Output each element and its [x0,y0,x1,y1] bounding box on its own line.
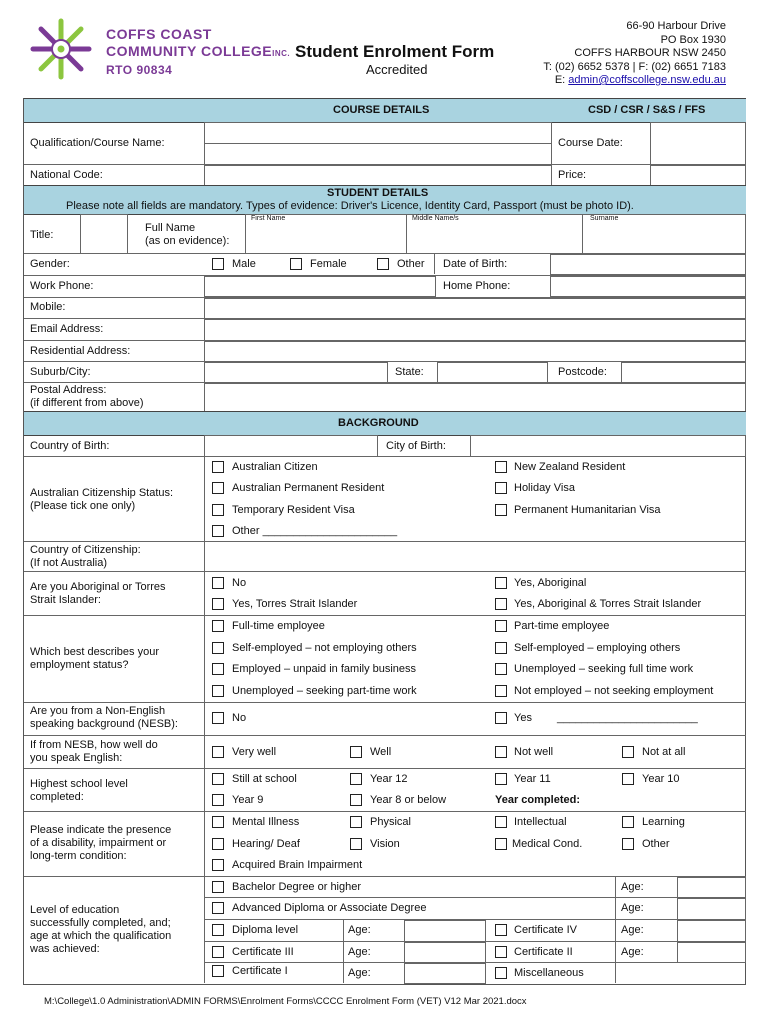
country-citizenship-label-2: (If not Australia) [30,557,108,569]
disability-other-label: Other [642,838,670,850]
postcode-label: Postcode: [558,366,607,378]
dob-field[interactable] [550,254,746,275]
nesb-label-2: speaking background (NESB): [30,718,178,730]
title-label: Title: [30,229,54,241]
diploma-checkbox[interactable] [212,924,224,936]
australian-citizen-checkbox[interactable] [212,461,224,473]
aboriginal-torres-label: Yes, Aboriginal & Torres Strait Islander [514,598,702,610]
certificate-iv-age-field[interactable] [677,920,746,942]
divider [434,254,435,274]
gender-label: Gender: [30,258,70,270]
postal-address-label-2: (if different from above) [30,397,144,409]
form-subtitle: Accredited [366,62,428,77]
course-codes: CSD / CSR / S&S / FFS [588,104,706,116]
residential-address-label: Residential Address: [30,345,131,357]
divider [343,919,344,983]
suburb-field[interactable] [204,362,388,383]
not-employed-label: Not employed – not seeking employment [514,685,714,697]
full-name-label-1: Full Name [145,222,196,234]
nz-resident-checkbox[interactable] [495,461,507,473]
school-label-1: Highest school level [30,778,128,790]
employment-label-2: employment status? [30,659,129,671]
vision-checkbox[interactable] [350,838,362,850]
full-time-label: Full-time employee [232,620,325,632]
vision-label: Vision [370,838,400,850]
still-at-school-label: Still at school [232,773,297,785]
diploma-age-field[interactable] [404,920,486,942]
english-well-checkbox[interactable] [350,746,362,758]
student-details-heading: STUDENT DETAILS [327,187,429,199]
form-title: Student Enrolment Form [295,42,495,61]
aboriginal-label-2: Strait Islander: [30,594,101,606]
self-employed-employing-checkbox[interactable] [495,642,507,654]
permanent-resident-label: Australian Permanent Resident [232,482,385,494]
course-date-field[interactable] [650,122,746,165]
certificate-i-label: Certificate I [232,965,288,977]
disability-label-3: long-term condition: [30,850,127,862]
education-label-1: Level of education [30,904,120,916]
rto-number: RTO 90834 [106,63,173,77]
certificate-i-age-label: Age: [348,967,371,979]
school-label-2: completed: [30,791,84,803]
miscellaneous-label: Miscellaneous [514,967,584,979]
medical-condition-checkbox[interactable] [495,838,507,850]
country-citizenship-field[interactable] [205,542,745,570]
country-birth-field[interactable] [204,435,378,457]
first-name-caption: First Name [251,215,286,222]
divider [205,897,746,898]
price-label: Price: [558,169,587,181]
aboriginal-label-1: Are you Aboriginal or Torres [30,581,166,593]
education-label-2: successfully completed, and; [30,917,171,929]
temporary-visa-checkbox[interactable] [212,504,224,516]
nesb-no-checkbox[interactable] [212,712,224,724]
unemployed-part-checkbox[interactable] [212,685,224,697]
certificate-iii-label: Certificate III [232,946,294,958]
brain-impairment-checkbox[interactable] [212,859,224,871]
address-line-1: 66-90 Harbour Drive [626,20,726,32]
year-9-label: Year 9 [232,794,264,806]
year-12-checkbox[interactable] [350,773,362,785]
bachelor-checkbox[interactable] [212,881,224,893]
brain-impairment-label: Acquired Brain Impairment [232,859,363,871]
email-link[interactable]: admin@coffscollege.nsw.edu.au [568,74,726,86]
learning-checkbox[interactable] [622,816,634,828]
unemployed-part-label: Unemployed – seeking part-time work [232,685,417,697]
diploma-age-label: Age: [348,924,371,936]
gender-male-checkbox[interactable] [212,258,224,270]
diploma-label: Diploma level [232,924,299,936]
certificate-ii-age-field[interactable] [677,942,746,963]
citizenship-label-2: (Please tick one only) [30,500,136,512]
postal-address-field[interactable] [204,383,746,412]
certificate-ii-label: Certificate II [514,946,573,958]
gender-female-label: Female [310,258,347,270]
work-phone-field[interactable] [204,276,436,297]
employment-label-1: Which best describes your [30,646,159,658]
mobile-field[interactable] [204,298,746,319]
torres-strait-label: Yes, Torres Strait Islander [232,598,358,610]
mental-illness-checkbox[interactable] [212,816,224,828]
student-note: Please note all fields are mandatory. Types of evidence: Driver's Licence, Identity Card, Passport (must be photo ID). [66,200,634,212]
humanitarian-visa-checkbox[interactable] [495,504,507,516]
part-time-checkbox[interactable] [495,620,507,632]
permanent-resident-checkbox[interactable] [212,482,224,494]
unpaid-family-label: Employed – unpaid in family business [232,663,417,675]
certificate-iv-label: Certificate IV [514,924,577,936]
certificate-i-checkbox[interactable] [212,965,224,977]
college-logo-icon [24,16,98,82]
middle-name-caption: Middle Name/s [412,215,459,222]
year-9-checkbox[interactable] [212,794,224,806]
physical-checkbox[interactable] [350,816,362,828]
divider [24,876,746,877]
city-birth-field[interactable] [470,435,746,457]
disability-label-1: Please indicate the presence [30,824,172,836]
english-not-well-checkbox[interactable] [495,746,507,758]
gender-other-checkbox[interactable] [377,258,389,270]
home-phone-field[interactable] [550,276,746,297]
college-name-text: COMMUNITY COLLEGE [106,43,273,59]
certificate-ii-age-label: Age: [621,946,644,958]
hearing-checkbox[interactable] [212,838,224,850]
nesb-label-1: Are you from a Non-English [30,705,166,717]
country-birth-label: Country of Birth: [30,440,110,452]
unpaid-family-checkbox[interactable] [212,663,224,675]
certificate-iv-age-label: Age: [621,924,644,936]
certificate-iv-checkbox[interactable] [495,924,507,936]
state-label: State: [395,366,424,378]
medical-condition-label: Medical Cond. [512,838,583,850]
divider [24,768,746,769]
email-prefix: E: [554,74,569,86]
certificate-iii-age-field[interactable] [404,942,486,963]
certificate-i-age-field[interactable] [404,963,486,984]
dob-label: Date of Birth: [443,258,508,270]
advanced-diploma-age-label: Age: [621,902,644,914]
course-details-heading: COURSE DETAILS [333,104,430,116]
address-line-3: COFFS HARBOUR NSW 2450 [574,47,726,59]
city-birth-label: City of Birth: [386,440,446,452]
address-line-2: PO Box 1930 [660,33,726,46]
address-block [543,20,726,88]
self-employed-not-label: Self-employed – not employing others [232,642,417,654]
citizenship-other-checkbox[interactable] [212,525,224,537]
mobile-label: Mobile: [30,301,66,313]
qualification-field-2[interactable] [204,143,552,165]
divider [24,571,746,572]
email-line [543,74,726,88]
aboriginal-no-label: No [232,577,247,589]
work-phone-label: Work Phone: [30,280,94,292]
divider [24,615,746,616]
price-field[interactable] [650,165,746,186]
miscellaneous-checkbox[interactable] [495,967,507,979]
college-name-line2 [106,43,290,59]
bachelor-age-field[interactable] [677,877,746,898]
certificate-iii-age-label: Age: [348,946,371,958]
full-name-label-2: (as on evidence): [145,235,230,247]
home-phone-label: Home Phone: [443,280,511,292]
footer-file-path: M:\College\1.0 Administration\ADMIN FORMS\Enrolment Forms\CCCC Enrolment Form (VET) V12 Mar 2021.docx [44,996,527,1007]
title-field[interactable] [80,214,128,254]
hearing-label: Hearing/ Deaf [232,838,300,850]
part-time-label: Part-time employee [514,620,610,632]
college-inc-text: INC. [272,49,291,58]
label-column-divider [204,456,205,983]
citizenship-label-1: Australian Citizenship Status: [30,487,174,499]
temporary-visa-label: Temporary Resident Visa [232,504,355,516]
year-completed-label: Year completed: [495,794,580,806]
english-label-1: If from NESB, how well do [30,739,158,751]
torres-strait-checkbox[interactable] [212,598,224,610]
state-field[interactable] [437,362,548,383]
disability-label-2: of a disability, impairment or [30,837,167,849]
aboriginal-yes-label: Yes, Aboriginal [514,577,587,589]
english-not-at-all-label: Not at all [642,746,686,758]
national-code-label: National Code: [30,169,103,181]
australian-citizen-label: Australian Citizen [232,461,318,473]
divider [24,811,746,812]
english-very-well-label: Very well [232,746,277,758]
suburb-label: Suburb/City: [30,366,91,378]
year-10-checkbox[interactable] [622,773,634,785]
unemployed-full-label: Unemployed – seeking full time work [514,663,694,675]
postal-address-label-1: Postal Address: [30,384,107,396]
aboriginal-torres-checkbox[interactable] [495,598,507,610]
advanced-diploma-age-field[interactable] [677,898,746,920]
bachelor-age-label: Age: [621,881,644,893]
surname-caption: Surname [590,215,619,222]
nesb-language-blank[interactable]: _______________________ [557,712,698,724]
course-date-label: Course Date: [558,137,623,149]
education-label-3: age at which the qualification [30,930,172,942]
email-address-field[interactable] [204,319,746,341]
self-employed-employing-label: Self-employed – employing others [514,642,681,654]
year-12-label: Year 12 [370,773,408,785]
divider [615,876,616,983]
intellectual-label: Intellectual [514,816,567,828]
year-8-checkbox[interactable] [350,794,362,806]
still-at-school-checkbox[interactable] [212,773,224,785]
gender-male-label: Male [232,258,256,270]
phone-fax: T: (02) 6652 5378 | F: (02) 6651 7183 [543,60,726,73]
college-name-line1: COFFS COAST [106,26,212,42]
aboriginal-no-checkbox[interactable] [212,577,224,589]
year-8-label: Year 8 or below [370,794,447,806]
background-heading: BACKGROUND [338,417,419,429]
advanced-diploma-label: Advanced Diploma or Associate Degree [232,902,427,914]
holiday-visa-checkbox[interactable] [495,482,507,494]
disability-other-checkbox[interactable] [622,838,634,850]
gender-female-checkbox[interactable] [290,258,302,270]
intellectual-checkbox[interactable] [495,816,507,828]
gender-other-label: Other [397,258,425,270]
divider [24,735,746,736]
year-11-label: Year 11 [514,773,551,785]
english-not-at-all-checkbox[interactable] [622,746,634,758]
divider [24,702,746,703]
year-10-label: Year 10 [642,773,680,785]
not-employed-checkbox[interactable] [495,685,507,697]
postcode-field[interactable] [621,362,746,383]
email-address-label: Email Address: [30,323,104,335]
advanced-diploma-checkbox[interactable] [212,902,224,914]
english-very-well-checkbox[interactable] [212,746,224,758]
english-not-well-label: Not well [514,746,554,758]
residential-address-field[interactable] [204,341,746,362]
bachelor-label: Bachelor Degree or higher [232,881,362,893]
english-label-2: you speak English: [30,752,123,764]
national-code-field[interactable] [204,165,552,186]
unemployed-full-checkbox[interactable] [495,663,507,675]
nesb-yes-checkbox[interactable] [495,712,507,724]
nesb-no-label: No [232,712,247,724]
education-label-4: was achieved: [30,943,100,955]
qualification-label: Qualification/Course Name: [30,137,165,149]
humanitarian-visa-label: Permanent Humanitarian Visa [514,504,661,516]
divider [24,456,746,457]
learning-label: Learning [642,816,685,828]
citizenship-other-label: Other ______________________ [232,525,398,537]
aboriginal-yes-checkbox[interactable] [495,577,507,589]
holiday-visa-label: Holiday Visa [514,482,575,494]
mental-illness-label: Mental Illness [232,816,300,828]
certificate-iii-checkbox[interactable] [212,946,224,958]
nesb-yes-label: Yes [514,712,532,724]
full-time-checkbox[interactable] [212,620,224,632]
country-citizenship-label-1: Country of Citizenship: [30,544,141,556]
english-well-label: Well [370,746,392,758]
year-11-checkbox[interactable] [495,773,507,785]
certificate-ii-checkbox[interactable] [495,946,507,958]
nz-resident-label: New Zealand Resident [514,461,626,473]
qualification-field-1[interactable] [204,122,552,144]
self-employed-not-checkbox[interactable] [212,642,224,654]
physical-label: Physical [370,816,411,828]
